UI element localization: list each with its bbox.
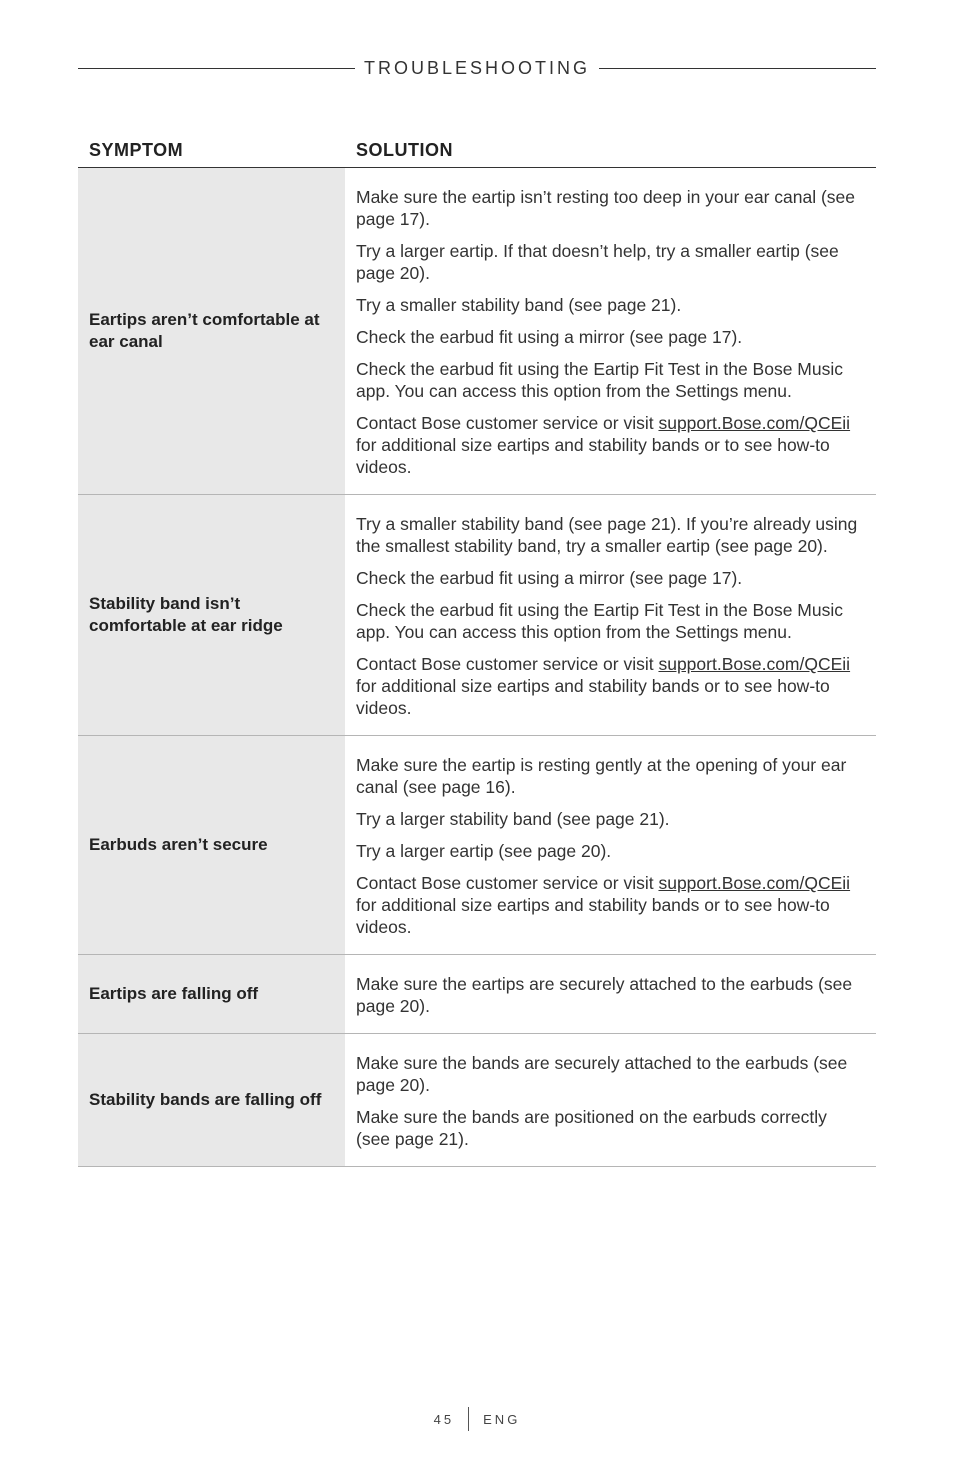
symptom-cell: Stability bands are falling off <box>78 1034 345 1167</box>
symptom-cell: Eartips are falling off <box>78 955 345 1034</box>
solution-text: Contact Bose customer service or visit <box>356 654 659 674</box>
solution-item: Try a larger eartip (see page 20). <box>356 841 612 861</box>
solution-cell <box>345 736 876 955</box>
solution-cell <box>345 1034 876 1167</box>
solution-item <box>356 872 858 938</box>
solution-text: for additional size eartips and stability bands or to see how-to videos. <box>356 435 830 477</box>
solution-text: Contact Bose customer service or visit <box>356 873 659 893</box>
table-header-row <box>78 138 876 168</box>
solution-item: Check the earbud fit using the Eartip Fit Test in the Bose Music app. You can access this option from the Settings menu. <box>356 359 844 401</box>
solution-cell <box>345 495 876 736</box>
solution-text: for additional size eartips and stability bands or to see how-to videos. <box>356 895 830 937</box>
solution-column-header: SOLUTION <box>345 138 876 168</box>
solution-item: Check the earbud fit using a mirror (see page 17). <box>356 568 743 588</box>
solution-item: Try a smaller stability band (see page 21). <box>356 295 682 315</box>
footer-divider <box>468 1407 469 1431</box>
symptom-cell: Eartips aren’t comfortable at ear canal <box>78 168 345 495</box>
section-header <box>78 56 876 80</box>
solution-item: Check the earbud fit using a mirror (see page 17). <box>356 327 743 347</box>
solution-item: Make sure the eartip is resting gently at the opening of your ear canal (see page 16). <box>356 755 847 797</box>
solution-item: Make sure the eartips are securely attached to the earbuds (see page 20). <box>356 974 853 1016</box>
symptom-cell: Stability band isn’t comfortable at ear ridge <box>78 495 345 736</box>
header-rule-right <box>599 68 876 69</box>
support-link[interactable]: support.Bose.com/QCEii <box>658 654 851 674</box>
troubleshooting-table <box>78 138 876 1167</box>
solution-item: Check the earbud fit using the Eartip Fit Test in the Bose Music app. You can access this option from the Settings menu. <box>356 600 844 642</box>
solution-item: Make sure the eartip isn’t resting too deep in your ear canal (see page 17). <box>356 187 856 229</box>
solution-item: Try a larger eartip. If that doesn’t help, try a smaller eartip (see page 20). <box>356 241 839 283</box>
solution-item <box>356 412 858 478</box>
symptom-cell: Earbuds aren’t secure <box>78 736 345 955</box>
section-title: TROUBLESHOOTING <box>363 57 591 78</box>
solution-item: Try a larger stability band (see page 21). <box>356 809 670 829</box>
language-code: ENG <box>483 1411 521 1427</box>
table-row <box>78 495 876 736</box>
solution-item: Make sure the bands are securely attached to the earbuds (see page 20). <box>356 1053 848 1095</box>
support-link[interactable]: support.Bose.com/QCEii <box>658 873 851 893</box>
table-row <box>78 1034 876 1167</box>
table-row <box>78 168 876 495</box>
support-link[interactable]: support.Bose.com/QCEii <box>658 413 851 433</box>
header-rule-left <box>78 68 355 69</box>
symptom-column-header: SYMPTOM <box>78 138 345 168</box>
table-row <box>78 955 876 1034</box>
page-number: 45 <box>433 1411 455 1427</box>
table-body <box>78 168 876 1167</box>
solution-item <box>356 653 858 719</box>
page-footer <box>0 1407 954 1431</box>
solution-item: Try a smaller stability band (see page 21). If you’re already using the smallest stability band, try a smaller eartip (see page 20). <box>356 514 858 556</box>
solution-item: Make sure the bands are positioned on the earbuds correctly (see page 21). <box>356 1107 827 1149</box>
solution-text: Contact Bose customer service or visit <box>356 413 659 433</box>
solution-text: for additional size eartips and stability bands or to see how-to videos. <box>356 676 830 718</box>
table-row <box>78 736 876 955</box>
solution-cell <box>345 168 876 495</box>
solution-cell <box>345 955 876 1034</box>
